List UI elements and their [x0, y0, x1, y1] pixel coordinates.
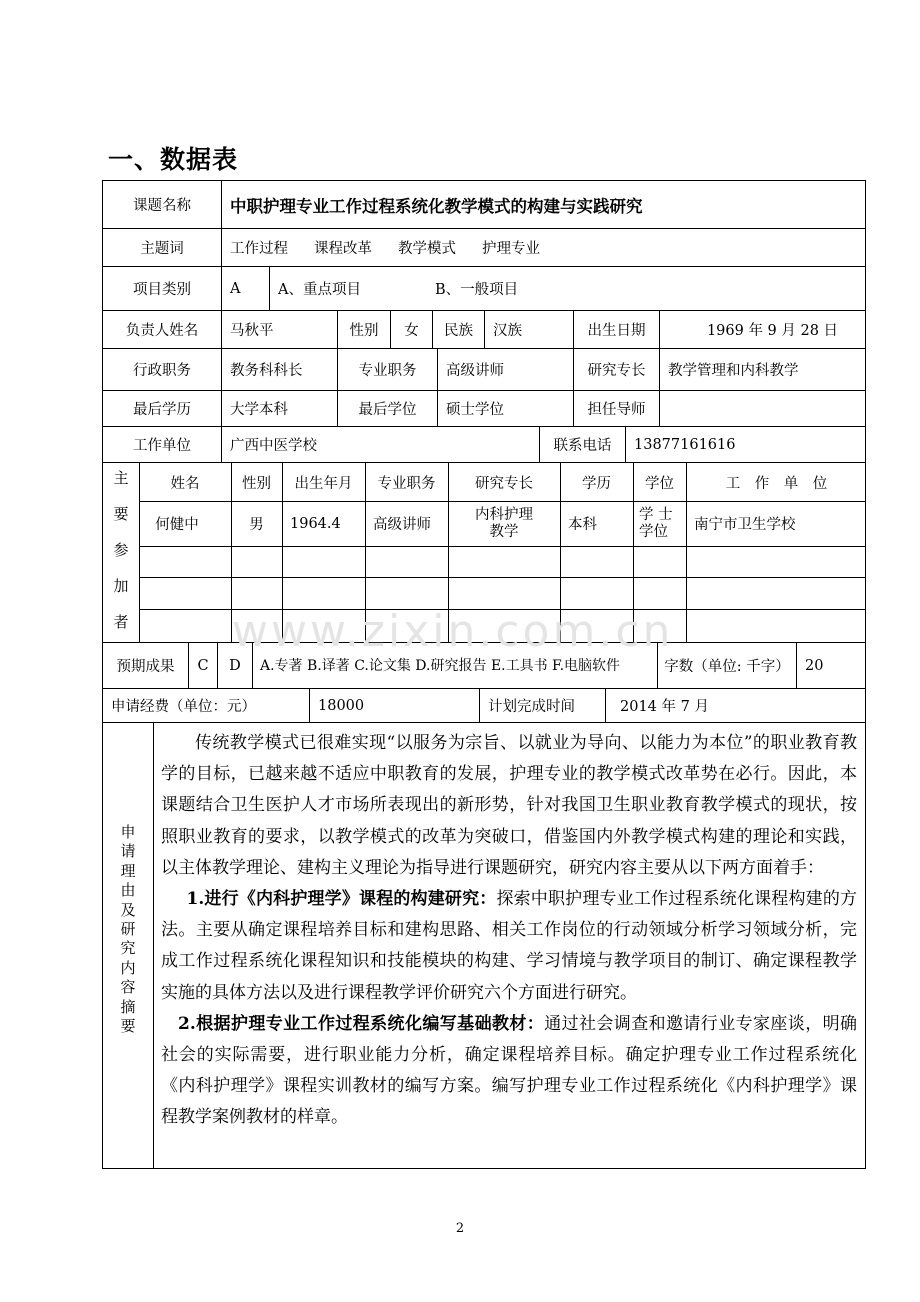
row-positions	[102, 348, 866, 390]
row-leader	[102, 310, 866, 348]
expected-options: A.专著 B.译著 C.论文集 D.研究报告 E.工具书 F.电脑软件	[253, 643, 658, 688]
leader-birth: 1969 年 9 月 28 日	[706, 323, 839, 339]
leader-ethnic: 汉族	[485, 311, 574, 348]
specialty-value: 教学管理和内科教学	[668, 363, 799, 379]
plan-label: 计划完成时间	[480, 689, 606, 722]
project-type-options	[270, 267, 865, 310]
participant-cell: 本科	[568, 517, 597, 533]
participants-header: 姓名	[170, 475, 200, 492]
degree-value: 硕士学位	[438, 391, 574, 426]
unit-value: 广西中医学校	[222, 427, 540, 462]
project-type-label: 项目类别	[103, 267, 222, 310]
summary-text	[161, 728, 857, 1134]
keyword: 教学模式	[398, 241, 456, 257]
project-type-value: A	[222, 267, 270, 310]
row-education	[102, 390, 866, 426]
keyword: 护理专业	[482, 241, 540, 257]
summary-heading-2: 2.根据护理专业工作过程系统化编写基础教材：	[178, 1013, 545, 1034]
watermark: www.zixin.com.cn	[232, 606, 674, 657]
page-heading: 一、数据表	[108, 145, 239, 174]
summary-side-label: 申 请 理 由 及 研 究 内 容 摘 要	[120, 823, 136, 1036]
participant-cell: 内科护理教学	[475, 506, 533, 540]
summary-paragraph-2: 1.进行《内科护理学》课程的构建研究：探索中职护理专业工作过程系统化课程构建的方法。主要从确定课程培养目标和建构思路、相关工作岗位的行动领域分析学习领域分析，完成工作过程系统化课程知识和技能模块的构建、学习情境与教学项目的制订、确定课程教学实施的具体方法以及进行课程教学评价研究六个方面进行研究。	[161, 889, 858, 1003]
participants-header: 学历	[582, 475, 611, 492]
participant-cell: 男	[249, 517, 264, 533]
summary-paragraph-3: 2.根据护理专业工作过程系统化编写基础教材：通过社会调查和邀请行业专家座谈，明确社会的实际需要，进行职业能力分析，确定课程培养目标。确定护理专业工作过程系统化《内科护理学》课程实训教材的编写方案。编写护理专业工作过程系统化《内科护理学》课程教学案例教材的样章。	[161, 1013, 858, 1128]
participants-side-label: 主 要 参 加 者	[113, 469, 129, 631]
keywords-value	[222, 229, 865, 266]
title-value: 高级讲师	[438, 349, 574, 390]
expected-choice-1: C	[189, 643, 218, 688]
participants-header: 专业职务	[377, 475, 436, 492]
expected-label: 预期成果	[103, 643, 189, 688]
page-number: 2	[455, 1221, 465, 1236]
leader-name-label: 负责人姓名	[103, 311, 222, 348]
keywords-label: 主题词	[103, 229, 222, 266]
leader-gender: 女	[391, 311, 433, 348]
phone-label: 联系电话	[540, 427, 626, 462]
row-keywords	[102, 228, 866, 266]
keyword: 课程改革	[314, 241, 372, 257]
participant-cell: 高级讲师	[373, 517, 431, 533]
leader-gender-label: 性别	[338, 311, 391, 348]
phone-value: 13877161616	[634, 436, 736, 453]
option-b: B、一般项目	[434, 282, 519, 298]
row-expected	[102, 642, 866, 688]
row-funding	[102, 688, 866, 722]
funding-value: 18000	[310, 689, 480, 722]
plan-value: 2014 年 7 月	[620, 699, 709, 715]
expected-choice-2: D	[218, 643, 253, 688]
edu-label: 最后学历	[103, 391, 222, 426]
supervisor-value	[660, 391, 865, 426]
summary-paragraph-1: 传统教学模式已很难实现“以服务为宗旨、以就业为导向、以能力为本位”的职业教育教学的目标，已越来越不适应中职教育的发展，护理专业的教学模式改革势在必行。因此，本课题结合卫生医护人才市场所表现出的新形势，针对我国卫生职业教育教学模式的现状，按照职业教育的要求，以教学模式的改革为突破口，借鉴国内外教学模式构建的理论和实践，以主体教学理论、建构主义理论为指导进行课题研究，研究内容主要从以下两方面着手：	[161, 733, 857, 878]
row-topic	[102, 180, 866, 228]
participants-table	[102, 462, 866, 642]
option-a: A、重点项目	[278, 282, 361, 298]
leader-birth-label: 出生日期	[574, 311, 660, 348]
edu-value: 大学本科	[222, 391, 338, 426]
participant-cell: 何健中	[155, 517, 199, 533]
leader-name: 马秋平	[222, 311, 338, 348]
participants-header: 研究专长	[475, 475, 533, 492]
row-project-type	[102, 266, 866, 310]
summary-heading-1: 1.进行《内科护理学》课程的构建研究：	[186, 889, 497, 910]
words-label: 字数（单位: 千字）	[658, 643, 797, 688]
title-label: 专业职务	[338, 349, 438, 390]
degree-label: 最后学位	[338, 391, 438, 426]
participant-cell: 南宁市卫生学校	[694, 517, 796, 533]
participants-header: 工 作 单 位	[725, 475, 828, 492]
specialty-label: 研究专长	[574, 349, 660, 390]
leader-ethnic-label: 民族	[433, 311, 485, 348]
participant-cell: 学 士学位	[639, 506, 673, 540]
participant-cell: 1964.4	[290, 515, 341, 532]
keyword: 工作过程	[230, 241, 288, 257]
participants-header: 性别	[242, 475, 271, 492]
words-value: 20	[805, 657, 824, 674]
supervisor-label: 担任导师	[574, 391, 660, 426]
funding-label: 申请经费（单位：元）	[103, 689, 310, 722]
row-work	[102, 426, 866, 462]
admin-label: 行政职务	[103, 349, 222, 390]
participants-header: 学位	[645, 475, 674, 492]
admin-value: 教务科科长	[222, 349, 338, 390]
participants-header: 出生年月	[294, 475, 353, 492]
topic-label: 课题名称	[103, 181, 222, 228]
unit-label: 工作单位	[103, 427, 222, 462]
topic-value: 中职护理专业工作过程系统化教学模式的构建与实践研究	[230, 196, 643, 216]
